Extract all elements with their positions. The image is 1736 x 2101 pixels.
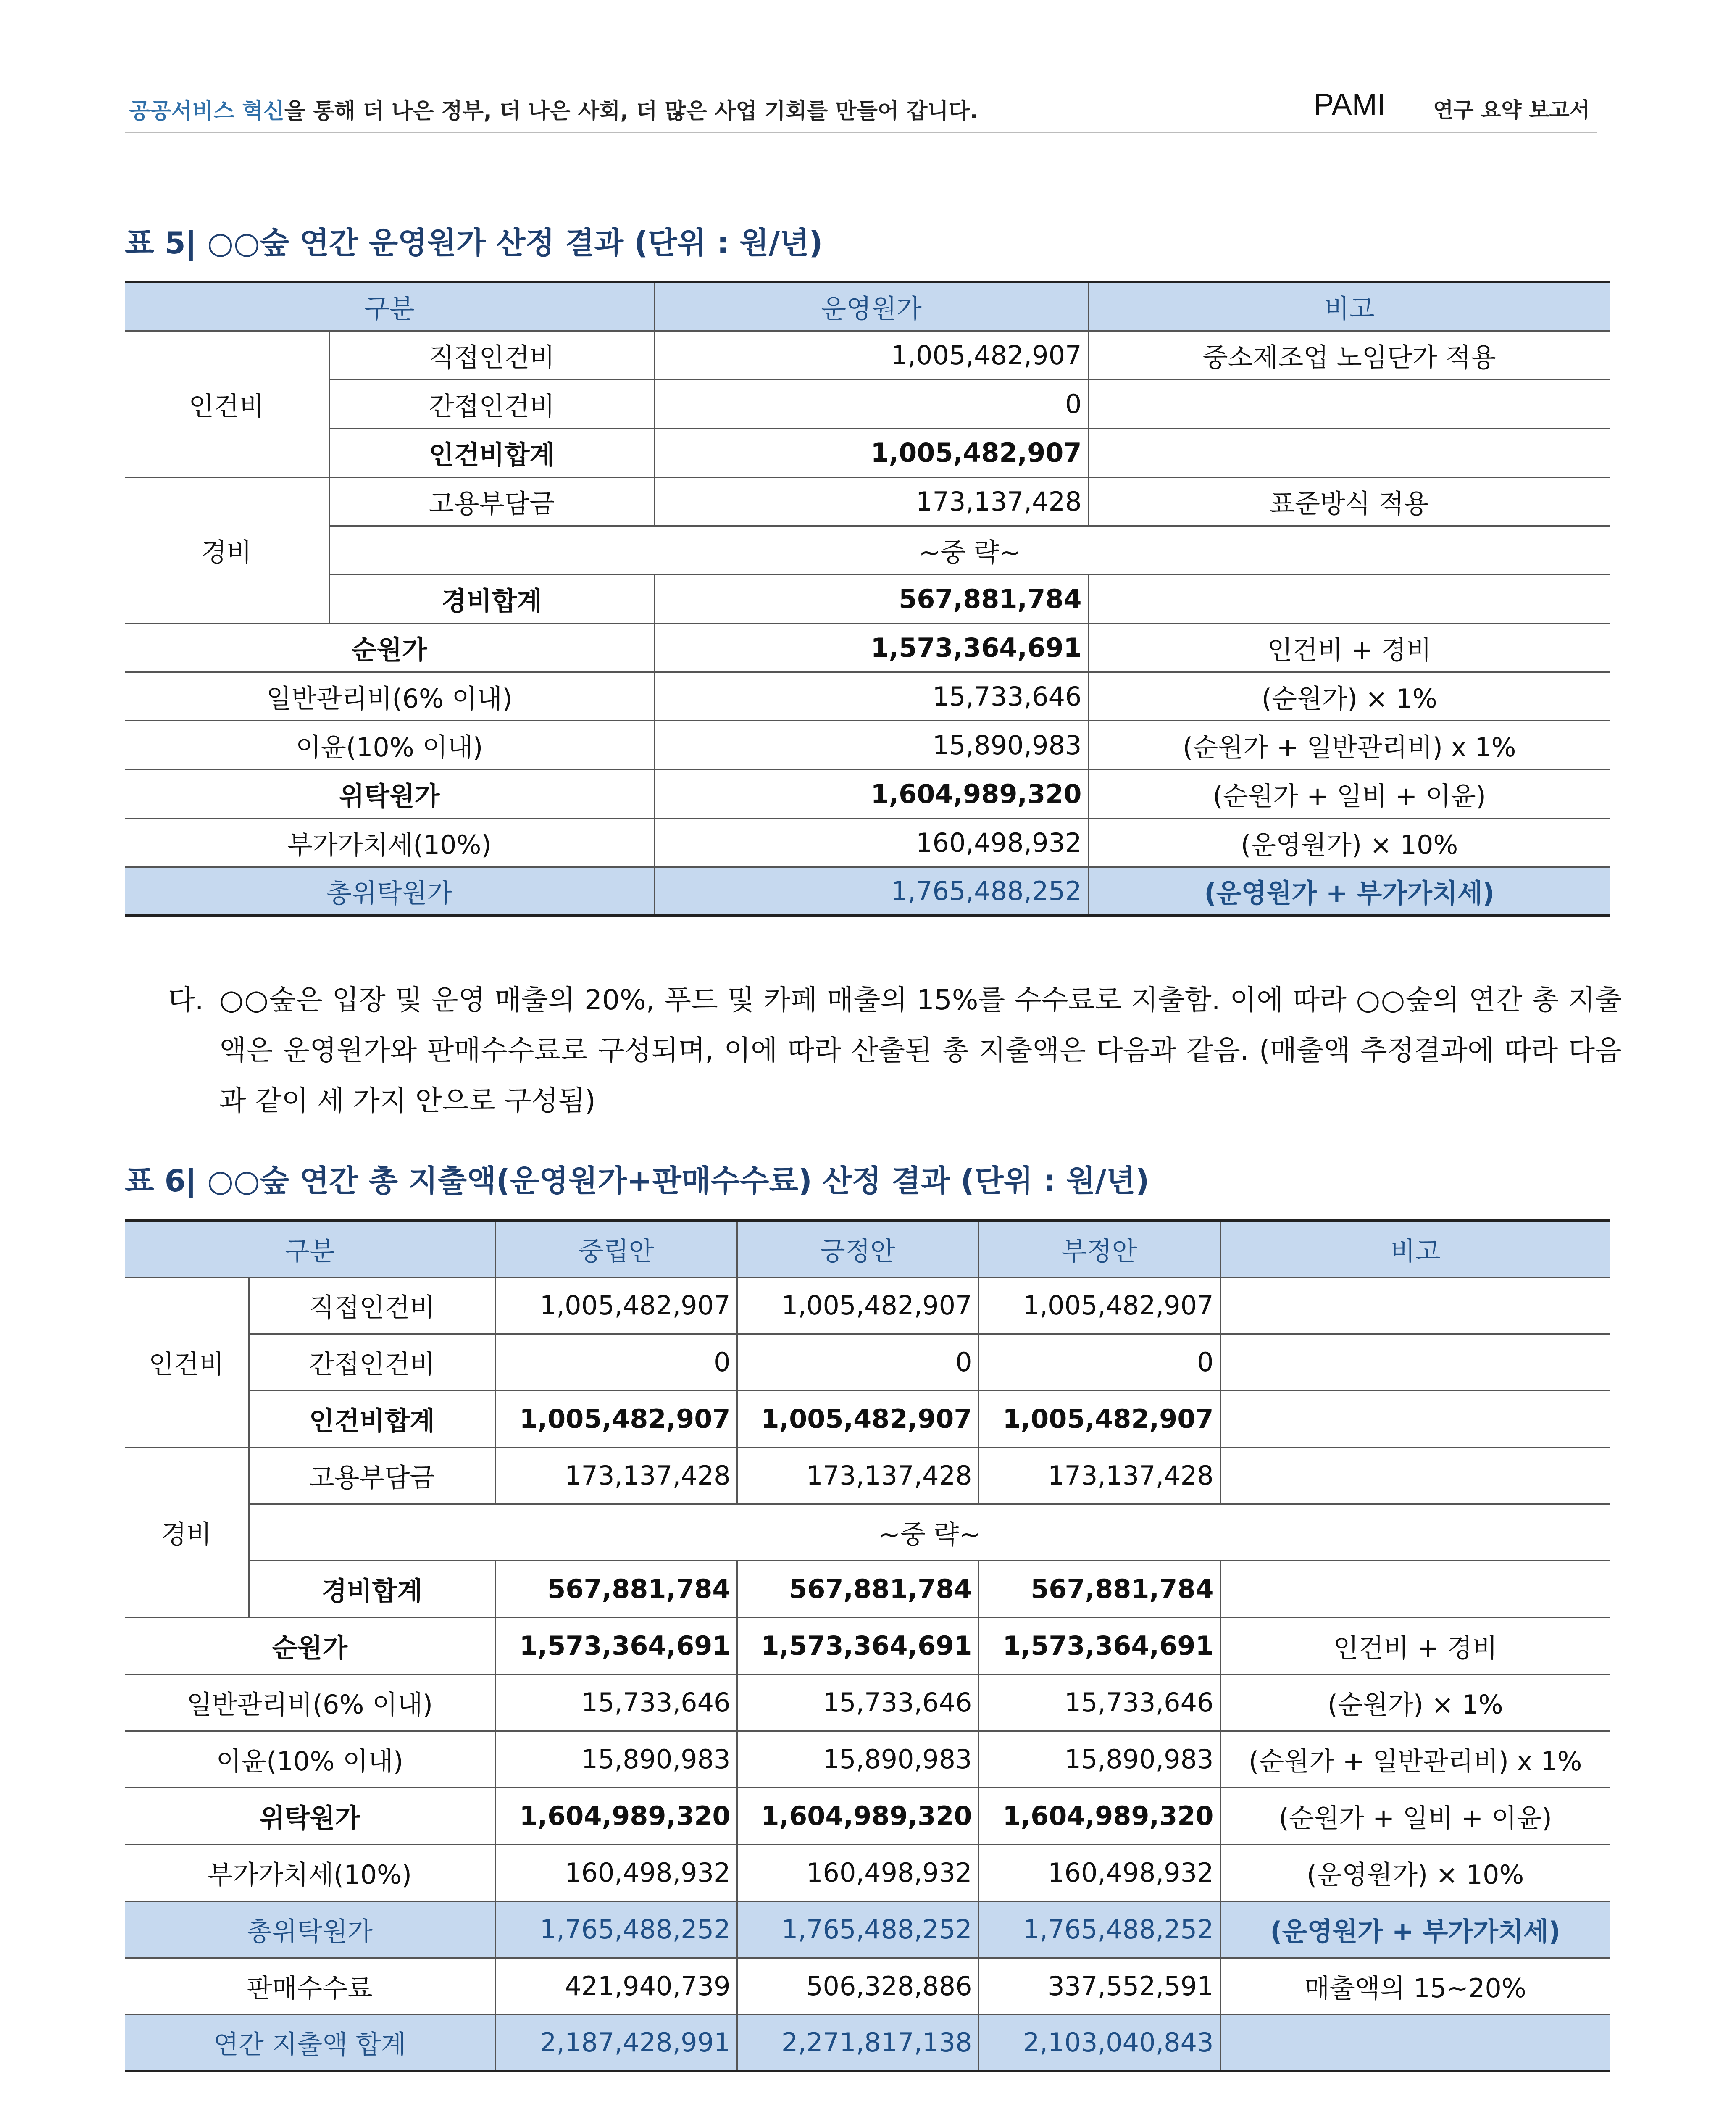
value-cell: 0: [978, 1334, 1220, 1390]
table-header-row: [125, 1220, 1610, 1277]
body-paragraph: [168, 975, 1622, 1126]
value-cell: 1,604,989,320: [655, 769, 1088, 818]
header-report-type: 연구 요약 보고서: [1433, 98, 1590, 122]
row-label: 총위탁원가: [125, 867, 655, 916]
value-cell: 1,765,488,252: [655, 867, 1088, 916]
value-cell: 1,604,989,320: [978, 1788, 1220, 1844]
value-cell: 1,005,482,907: [495, 1277, 737, 1334]
value-cell: 506,328,886: [737, 1958, 978, 2014]
table-row: [125, 1844, 1610, 1901]
note-cell: (운영원가) × 10%: [1220, 1844, 1610, 1901]
row-label: 일반관리비(6% 이내): [125, 672, 655, 721]
value-cell: 1,604,989,320: [737, 1788, 978, 1844]
table-row: [125, 672, 1610, 721]
table-row: [125, 1277, 1610, 1334]
value-cell: 1,573,364,691: [978, 1617, 1220, 1674]
note-cell: (순원가 + 일비 + 이윤): [1220, 1788, 1610, 1844]
value-cell: 1,005,482,907: [495, 1390, 737, 1447]
value-cell: 421,940,739: [495, 1958, 737, 2014]
value-cell: 1,005,482,907: [737, 1390, 978, 1447]
row-label: 이윤(10% 이내): [125, 1731, 495, 1788]
table-row: [125, 477, 1610, 526]
table-row: [125, 769, 1610, 818]
note-cell: [1088, 379, 1610, 428]
value-cell: 160,498,932: [495, 1844, 737, 1901]
note-cell: [1220, 1447, 1610, 1504]
row-label: 인건비합계: [329, 428, 655, 477]
column-header: 구분: [125, 282, 655, 331]
table-row: [125, 526, 1610, 574]
group-label: 인건비: [125, 331, 329, 477]
value-cell: 1,005,482,907: [655, 428, 1088, 477]
row-label: 간접인건비: [329, 379, 655, 428]
page-header: [125, 84, 1604, 126]
row-label: 위탁원가: [125, 769, 655, 818]
value-cell: 1,765,488,252: [495, 1901, 737, 1958]
group-label: 인건비: [125, 1277, 249, 1447]
table-row: [125, 1617, 1610, 1674]
table-row: [125, 1731, 1610, 1788]
column-header: 중립안: [495, 1220, 737, 1277]
row-label: 경비합계: [329, 574, 655, 623]
value-cell: 160,498,932: [655, 818, 1088, 867]
column-header: 구분: [125, 1220, 495, 1277]
table-row: [125, 574, 1610, 623]
value-cell: 15,890,983: [495, 1731, 737, 1788]
value-cell: 1,765,488,252: [737, 1901, 978, 1958]
table-row: [125, 818, 1610, 867]
value-cell: 173,137,428: [655, 477, 1088, 526]
header-divider: [125, 132, 1597, 133]
value-cell: 337,552,591: [978, 1958, 1220, 2014]
row-label: 부가가치세(10%): [125, 818, 655, 867]
row-label: 총위탁원가: [125, 1901, 495, 1958]
omitted-row: ~중 략~: [329, 526, 1610, 574]
value-cell: 2,103,040,843: [978, 2014, 1220, 2071]
note-cell: (순원가) × 1%: [1088, 672, 1610, 721]
table-row: [125, 428, 1610, 477]
column-header: 운영원가: [655, 282, 1088, 331]
row-label: 위탁원가: [125, 1788, 495, 1844]
note-cell: [1220, 1561, 1610, 1617]
column-header: 비고: [1220, 1220, 1610, 1277]
note-cell: 중소제조업 노임단가 적용: [1088, 331, 1610, 379]
value-cell: 1,005,482,907: [737, 1277, 978, 1334]
note-cell: [1220, 1277, 1610, 1334]
group-label: 경비: [125, 477, 329, 623]
table-row: [125, 379, 1610, 428]
value-cell: 567,881,784: [655, 574, 1088, 623]
column-header: 긍정안: [737, 1220, 978, 1277]
value-cell: 173,137,428: [495, 1447, 737, 1504]
value-cell: 567,881,784: [737, 1561, 978, 1617]
table-row: [125, 331, 1610, 379]
value-cell: 0: [495, 1334, 737, 1390]
value-cell: 160,498,932: [978, 1844, 1220, 1901]
note-cell: [1220, 2014, 1610, 2071]
value-cell: 0: [655, 379, 1088, 428]
row-label: 고용부담금: [249, 1447, 495, 1504]
note-cell: (운영원가 + 부가가치세): [1088, 867, 1610, 916]
row-label: 순원가: [125, 623, 655, 672]
value-cell: 1,005,482,907: [978, 1277, 1220, 1334]
note-cell: (순원가 + 일비 + 이윤): [1088, 769, 1610, 818]
table-row-grand-total: [125, 2014, 1610, 2071]
value-cell: 2,271,817,138: [737, 2014, 978, 2071]
row-label: 인건비합계: [249, 1390, 495, 1447]
table-row: [125, 623, 1610, 672]
value-cell: 567,881,784: [495, 1561, 737, 1617]
value-cell: 1,573,364,691: [495, 1617, 737, 1674]
row-label: 고용부담금: [329, 477, 655, 526]
note-cell: [1088, 428, 1610, 477]
row-label: 일반관리비(6% 이내): [125, 1674, 495, 1731]
note-cell: 표준방식 적용: [1088, 477, 1610, 526]
value-cell: 15,733,646: [495, 1674, 737, 1731]
table-row-total: [125, 1901, 1610, 1958]
note-cell: (순원가) × 1%: [1220, 1674, 1610, 1731]
paragraph-number: 다.: [168, 984, 204, 1016]
value-cell: 15,733,646: [978, 1674, 1220, 1731]
note-cell: (순원가 + 일반관리비) x 1%: [1088, 721, 1610, 769]
row-label: 간접인건비: [249, 1334, 495, 1390]
value-cell: 173,137,428: [978, 1447, 1220, 1504]
note-cell: 매출액의 15~20%: [1220, 1958, 1610, 2014]
row-label: 직접인건비: [329, 331, 655, 379]
column-header: 부정안: [978, 1220, 1220, 1277]
omitted-row: ~중 략~: [249, 1504, 1610, 1561]
row-label: 직접인건비: [249, 1277, 495, 1334]
value-cell: 1,765,488,252: [978, 1901, 1220, 1958]
value-cell: 15,890,983: [978, 1731, 1220, 1788]
table-row: [125, 1447, 1610, 1504]
value-cell: 567,881,784: [978, 1561, 1220, 1617]
table-row: [125, 1334, 1610, 1390]
row-label: 경비합계: [249, 1561, 495, 1617]
value-cell: 15,890,983: [737, 1731, 978, 1788]
value-cell: 1,573,364,691: [655, 623, 1088, 672]
paragraph-text: ○○숲은 입장 및 운영 매출의 20%, 푸드 및 카페 매출의 15%를 수수료로 지출함. 이에 따라 ○○숲의 연간 총 지출액은 운영원가와 판매수수료로 구성되며, 이에 따라 산출된 총 지출액은 다음과 같음. (매출액 추정결과에 따라 다음과 같이 세 가지 안으로 구성됨): [219, 984, 1622, 1117]
value-cell: 1,573,364,691: [737, 1617, 978, 1674]
column-header: 비고: [1088, 282, 1610, 331]
value-cell: 1,604,989,320: [495, 1788, 737, 1844]
header-slogan: 공공서비스 혁신을 통해 더 나은 정부, 더 나은 사회, 더 많은 사업 기회를 만들어 갑니다.: [129, 99, 978, 124]
table6-caption: 표 6| ○○숲 연간 총 지출액(운영원가+판매수수료) 산정 결과 (단위 : 원/년): [125, 1163, 1149, 1198]
table-header-row: [125, 282, 1610, 331]
value-cell: 0: [737, 1334, 978, 1390]
note-cell: (운영원가 + 부가가치세): [1220, 1901, 1610, 1958]
row-label: 판매수수료: [125, 1958, 495, 2014]
note-cell: 인건비 + 경비: [1088, 623, 1610, 672]
value-cell: 15,890,983: [655, 721, 1088, 769]
value-cell: 1,005,482,907: [978, 1390, 1220, 1447]
value-cell: 15,733,646: [737, 1674, 978, 1731]
value-cell: 2,187,428,991: [495, 2014, 737, 2071]
row-label: 이윤(10% 이내): [125, 721, 655, 769]
note-cell: (운영원가) × 10%: [1088, 818, 1610, 867]
note-cell: [1220, 1390, 1610, 1447]
table-row: [125, 1390, 1610, 1447]
table-row: [125, 1561, 1610, 1617]
group-label: 경비: [125, 1447, 249, 1617]
table-row: [125, 1504, 1610, 1561]
table5-operating-cost: [125, 281, 1610, 917]
table5-caption: 표 5| ○○숲 연간 운영원가 산정 결과 (단위 : 원/년): [125, 225, 823, 261]
header-org: PAMI: [1314, 88, 1386, 121]
value-cell: 15,733,646: [655, 672, 1088, 721]
table-row: [125, 1958, 1610, 2014]
table-row-total: [125, 867, 1610, 916]
table-row: [125, 721, 1610, 769]
value-cell: 1,005,482,907: [655, 331, 1088, 379]
row-label: 순원가: [125, 1617, 495, 1674]
note-cell: (순원가 + 일반관리비) x 1%: [1220, 1731, 1610, 1788]
note-cell: [1220, 1334, 1610, 1390]
row-label: 부가가치세(10%): [125, 1844, 495, 1901]
row-label: 연간 지출액 합계: [125, 2014, 495, 2071]
note-cell: [1088, 574, 1610, 623]
value-cell: 160,498,932: [737, 1844, 978, 1901]
value-cell: 173,137,428: [737, 1447, 978, 1504]
table-row: [125, 1788, 1610, 1844]
note-cell: 인건비 + 경비: [1220, 1617, 1610, 1674]
table6-annual-expenditure: [125, 1219, 1610, 2072]
table-row: [125, 1674, 1610, 1731]
